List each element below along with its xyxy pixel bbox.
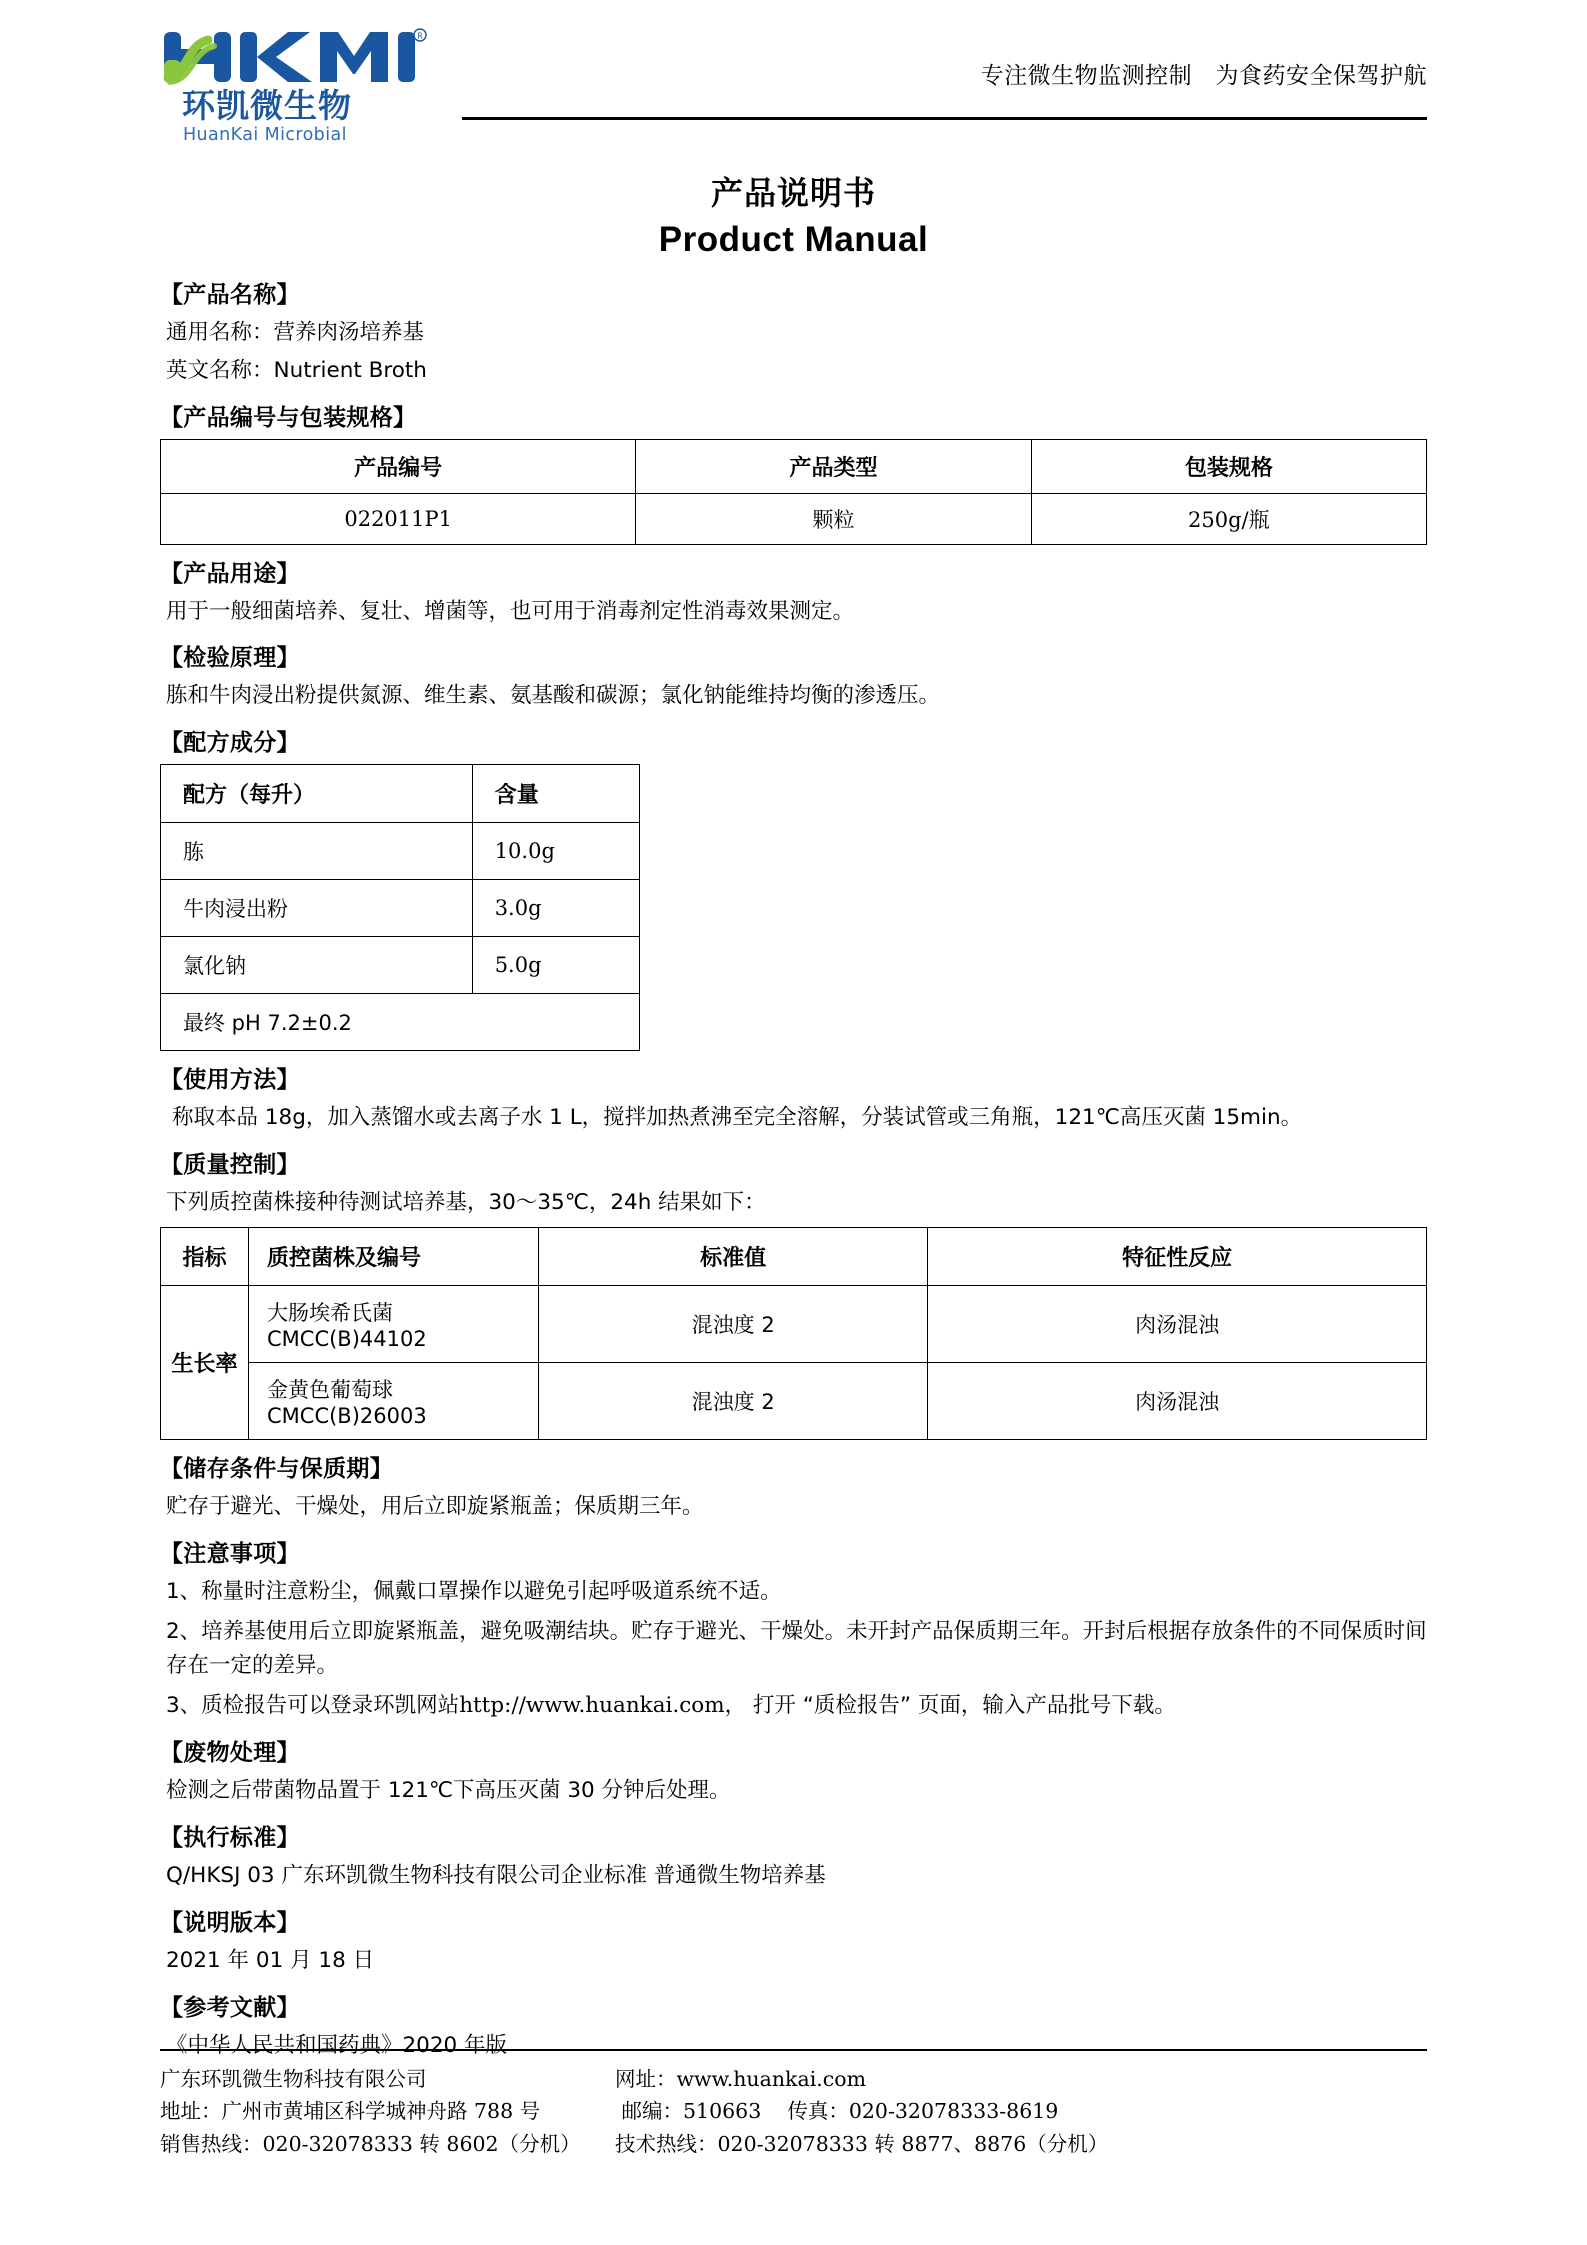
footer-tech-hotline: 技术热线：020-32078333 转 8877、8876（分机） xyxy=(615,2131,1109,2156)
common-name-value: 营养肉汤培养基 xyxy=(273,320,425,345)
spec-cell-package-size: 250g/瓶 xyxy=(1031,493,1426,544)
formula-cell-name: 氯化钠 xyxy=(161,937,473,994)
english-name-label: 英文名称： xyxy=(166,357,274,383)
header-divider xyxy=(462,117,1427,120)
waste-text: 检测之后带菌物品置于 121℃下高压灭菌 30 分钟后处理。 xyxy=(166,1778,731,1804)
formula-cell-name: 胨 xyxy=(161,823,473,880)
table-row xyxy=(161,1285,1427,1362)
header-tagline: 专注微生物监测控制 为食药安全保驾护航 xyxy=(980,63,1427,89)
qc-cell-index-growth-rate: 生长率 xyxy=(161,1285,249,1439)
qc-cell-standard: 混浊度 2 xyxy=(539,1362,928,1439)
qc-cell-reaction: 肉汤混浊 xyxy=(928,1285,1427,1362)
footer-left-column xyxy=(160,2063,615,2160)
product-common-name-row xyxy=(166,316,1427,351)
formula-table-header-row xyxy=(161,765,640,823)
qc-col-standard: 标准值 xyxy=(539,1227,928,1285)
footer-divider xyxy=(160,2049,1427,2051)
footer-sales-hotline: 销售热线：020-32078333 转 8602（分机） xyxy=(160,2131,581,2156)
standard-text: Q/HKSJ 03 广东环凯微生物科技有限公司企业标准 普通微生物培养基 xyxy=(166,1862,826,1888)
qc-table-header-row xyxy=(161,1227,1427,1285)
page-footer xyxy=(160,2049,1427,2160)
precaution-3-suffix: ， 打开 “质检报告” 页面，输入产品批号下载。 xyxy=(724,1693,1176,1719)
qc-col-reaction: 特征性反应 xyxy=(928,1227,1427,1285)
logo-chinese-name: 环凯微生物 xyxy=(182,86,352,125)
hkm-logo-icon xyxy=(162,26,427,88)
spec-cell-product-code: 022011P1 xyxy=(161,493,636,544)
english-name-value: Nutrient Broth xyxy=(273,357,427,383)
table-row xyxy=(161,1362,1427,1439)
table-row xyxy=(161,937,640,994)
page-title-english: Product Manual xyxy=(658,220,929,259)
method-text: 称取本品 18g，加入蒸馏水或去离子水 1 L，搅拌加热煮沸至完全溶解，分装试管或三角瓶，121℃高压灭菌 15min。 xyxy=(172,1105,1303,1131)
qc-col-index: 指标 xyxy=(161,1227,249,1285)
section-heading-usage: 【产品用途】 xyxy=(160,560,300,587)
formula-cell-name: 牛肉浸出粉 xyxy=(161,880,473,937)
spec-cell-product-type: 颗粒 xyxy=(636,493,1031,544)
quality-control-intro: 下列质控菌株接种待测试培养基，30～35℃，24h 结果如下： xyxy=(166,1190,766,1216)
section-heading-principle: 【检验原理】 xyxy=(160,645,300,672)
document-body xyxy=(0,276,1587,2063)
precaution-item-1: 1、称量时注意粉尘，佩戴口罩操作以避免引起呼吸道系统不适。 xyxy=(166,1578,782,1604)
section-heading-version: 【说明版本】 xyxy=(160,1909,300,1936)
formula-ph-row xyxy=(161,994,640,1051)
section-heading-formula: 【配方成分】 xyxy=(160,730,300,757)
company-logo xyxy=(162,26,432,145)
section-heading-storage: 【储存条件与保质期】 xyxy=(160,1455,393,1482)
qc-cell-reaction: 肉汤混浊 xyxy=(928,1362,1427,1439)
common-name-label: 通用名称： xyxy=(166,320,274,345)
footer-postcode-fax: 邮编：510663 传真：020-32078333-8619 xyxy=(615,2099,1059,2124)
version-text: 2021 年 01 月 18 日 xyxy=(166,1947,375,1973)
section-heading-reference: 【参考文献】 xyxy=(160,1994,300,2021)
spec-col-product-code: 产品编号 xyxy=(161,439,636,493)
qc-col-strain: 质控菌株及编号 xyxy=(249,1227,539,1285)
spec-col-package-size: 包装规格 xyxy=(1031,439,1426,493)
spec-table xyxy=(160,439,1427,545)
qc-cell-strain: 大肠埃希氏菌 CMCC(B)44102 xyxy=(249,1285,539,1362)
huankai-website-url[interactable]: http://www.huankai.com xyxy=(459,1693,725,1719)
logo-english-name: HuanKai Microbial xyxy=(183,125,347,145)
table-row xyxy=(161,880,640,937)
precaution-item-3 xyxy=(166,1689,1427,1724)
footer-website: 网址：www.huankai.com xyxy=(615,2066,867,2091)
reference-text: 《中华人民共和国药典》2020 年版 xyxy=(166,2032,508,2058)
formula-col-name: 配方（每升） xyxy=(161,765,473,823)
usage-text: 用于一般细菌培养、复壮、增菌等，也可用于消毒剂定性消毒效果测定。 xyxy=(166,598,855,624)
principle-text: 胨和牛肉浸出粉提供氮源、维生素、氨基酸和碳源；氯化钠能维持均衡的渗透压。 xyxy=(166,683,941,709)
spec-col-product-type: 产品类型 xyxy=(636,439,1031,493)
table-row xyxy=(161,823,640,880)
page-title-chinese: 产品说明书 xyxy=(710,174,876,212)
svg-text:R: R xyxy=(417,31,423,41)
section-heading-product-name: 【产品名称】 xyxy=(160,282,300,308)
footer-right-column xyxy=(615,2063,1427,2160)
quality-control-table xyxy=(160,1227,1427,1440)
formula-cell-amount: 5.0g xyxy=(472,937,639,994)
section-heading-waste: 【废物处理】 xyxy=(160,1740,300,1767)
qc-cell-standard: 混浊度 2 xyxy=(539,1285,928,1362)
footer-address: 地址：广州市黄埔区科学城神舟路 788 号 xyxy=(160,2099,541,2124)
precaution-item-2: 2、培养基使用后立即旋紧瓶盖，避免吸潮结块。贮存于避光、干燥处。未开封产品保质期三年。开封后根据存放条件的不同保质时间存在一定的差异。 xyxy=(166,1618,1427,1679)
precaution-3-prefix: 3、质检报告可以登录环凯网站 xyxy=(166,1693,460,1719)
formula-cell-amount: 10.0g xyxy=(472,823,639,880)
table-row xyxy=(161,493,1427,544)
formula-cell-amount: 3.0g xyxy=(472,880,639,937)
section-heading-spec: 【产品编号与包装规格】 xyxy=(160,404,417,431)
section-heading-method: 【使用方法】 xyxy=(160,1067,300,1094)
footer-columns xyxy=(160,2063,1427,2160)
storage-text: 贮存于避光、干燥处，用后立即旋紧瓶盖；保质期三年。 xyxy=(166,1493,704,1519)
formula-cell-ph: 最终 pH 7.2±0.2 xyxy=(161,994,640,1051)
formula-col-amount: 含量 xyxy=(472,765,639,823)
footer-company-name: 广东环凯微生物科技有限公司 xyxy=(160,2066,427,2091)
page-header xyxy=(0,0,1587,145)
section-heading-quality-control: 【质量控制】 xyxy=(160,1152,300,1179)
section-heading-standard: 【执行标准】 xyxy=(160,1824,300,1851)
product-english-name-row xyxy=(166,354,1427,389)
formula-table xyxy=(160,764,640,1051)
qc-cell-strain: 金黄色葡萄球 CMCC(B)26003 xyxy=(249,1362,539,1439)
section-heading-precautions: 【注意事项】 xyxy=(160,1540,300,1567)
spec-table-header-row xyxy=(161,439,1427,493)
